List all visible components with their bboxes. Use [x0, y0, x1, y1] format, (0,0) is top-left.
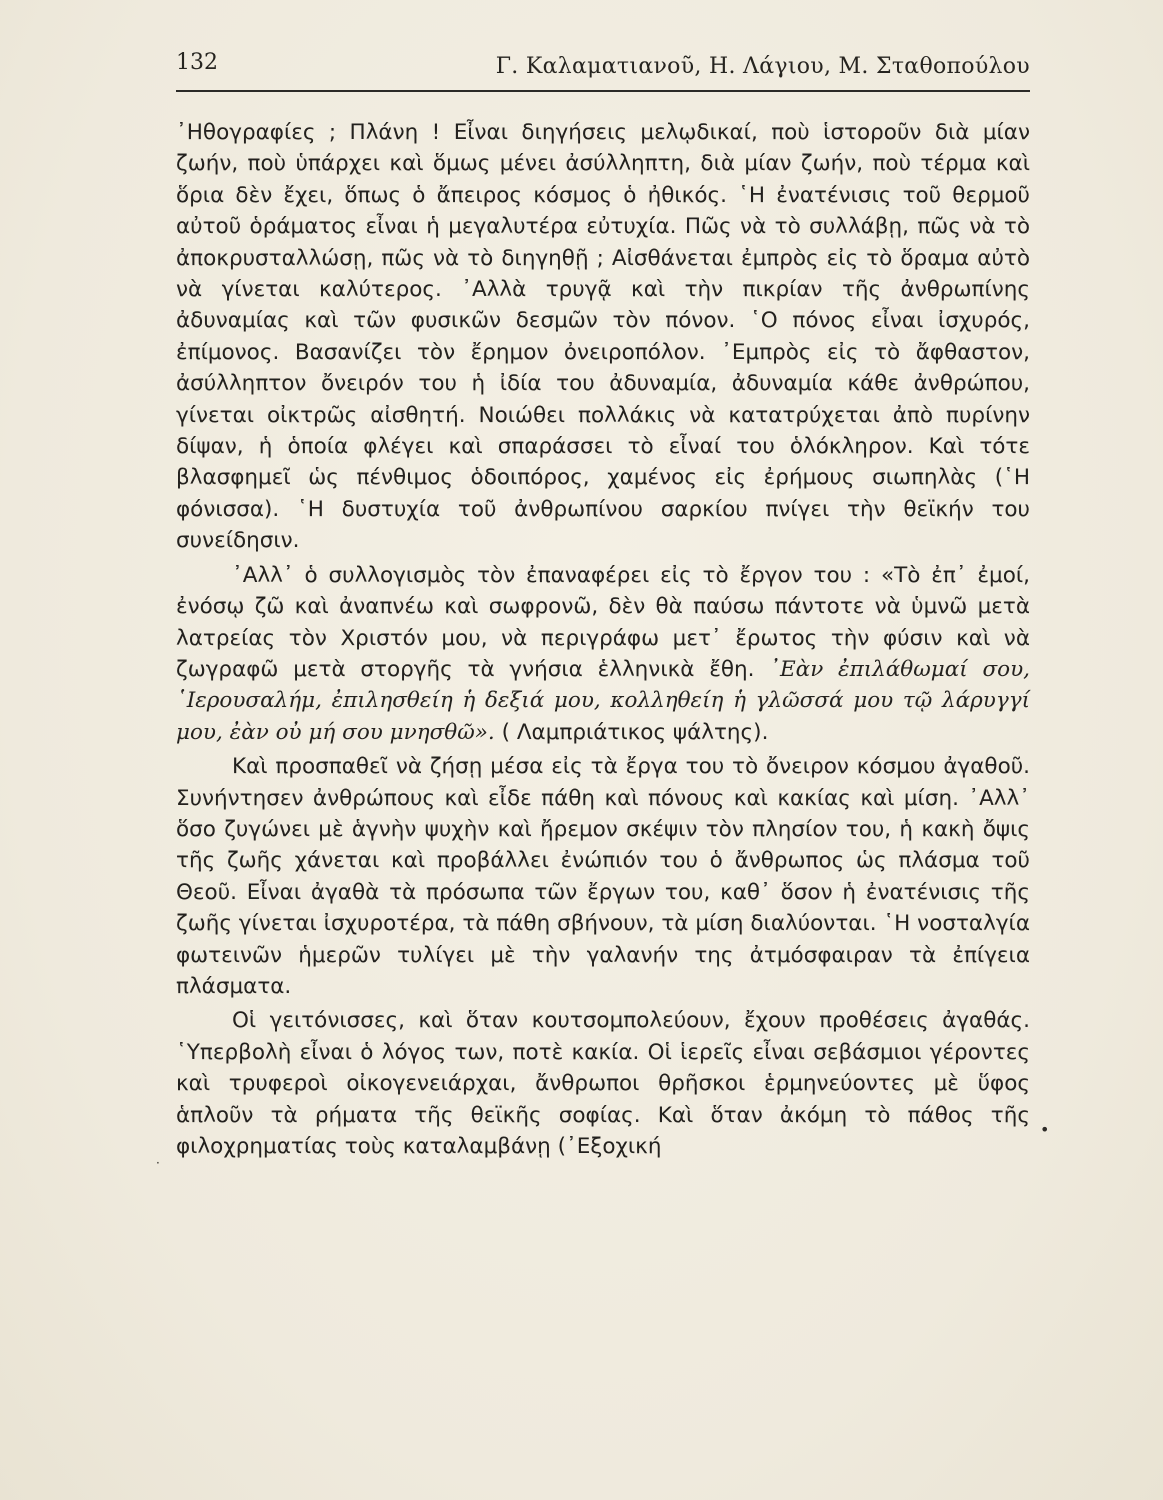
paragraph-2-tail: ( Λαμπριάτικος ψάλτης). [501, 719, 769, 745]
paragraph-3: Καὶ προσπαθεῖ νὰ ζήσῃ μέσα εἰς τὰ ἔργα του τὸ ὄνειρον κόσμου ἀγαθοῦ. Συνήντησεν ἀνθρώπους καὶ εἶδε πάθη καὶ πόνους καὶ κακίας καὶ μίση. ᾿Αλλ᾿ ὅσο ζυγώνει μὲ ἁγνὴν ψυχὴν καὶ ἤρεμον σκέψιν τὸν πλησίον του, ἡ κακὴ ὄψις τῆς ζωῆς χάνεται καὶ προβάλλει ἐνώπιόν του ὁ ἄνθρωπος ὡς πλάσμα τοῦ Θεοῦ. Εἶναι ἀγαθὰ τὰ πρόσωπα τῶν ἔργων του, καθ᾿ ὅσον ἡ ἐνατένισις τῆς ζωῆς γίνεται ἰσχυροτέρα, τὰ πάθη σβήνουν, τὰ μίση διαλύονται. ῾Η νοσταλγία φωτεινῶν ἡμερῶν τυλίγει μὲ τὴν γαλανήν της ἀτμόσφαιραν τὰ ἐπίγεια πλάσματα. [176, 754, 1030, 999]
page-number: 132 [176, 50, 218, 75]
running-head: Γ. Καλαματιανοῦ, Η. Λάγιου, Μ. Σταθοπούλου [495, 54, 1030, 79]
paragraph-4: Οἱ γειτόνισσες, καὶ ὅταν κουτσομπολεύουν, ἔχουν προθέσεις ἀγαθάς. ῾Υπερβολὴ εἶναι ὁ λόγος των, ποτὲ κακία. Οἱ ἱερεῖς εἶναι σεβάσμιοι γέροντες καὶ τρυφεροὶ οἰκογενειάρχαι, ἄνθρωποι θρῆσκοι ἑρμηνεύοντες μὲ ὕφος ἁπλοῦν τὰ ρήματα τῆς θεϊκῆς σοφίας. Καὶ ὅταν ἀκόμη τὸ πάθος τῆς φιλοχρηματίας τοὺς καταλαμβάνῃ (᾿Εξοχική [176, 1008, 1030, 1159]
header-rule [176, 90, 1030, 92]
paragraph-2 [176, 560, 1030, 748]
body-text [176, 117, 1030, 1162]
margin-dot-mark: • [1040, 1120, 1050, 1139]
page-header [176, 46, 1030, 84]
paragraph-1: ᾿Ηθογραφίες ; Πλάνη ! Εἶναι διηγήσεις μελῳδικαί, ποὺ ἱστοροῦν διὰ μίαν ζωήν, ποὺ ὑπάρχει καὶ ὅμως μένει ἀσύλληπτη, διὰ μίαν ζωήν, ποὺ τέρμα καὶ ὅρια δὲν ἔχει, ὅπως ὁ ἄπειρος κόσμος ὁ ἠθικός. ῾Η ἐνατένισις τοῦ θερμοῦ αὐτοῦ ὁράματος εἶναι ἡ μεγαλυτέρα εὐτυχία. Πῶς νὰ τὸ συλλάβῃ, πῶς νὰ τὸ ἀποκρυσταλλώσῃ, πῶς νὰ τὸ διηγηθῇ ; Αἰσθάνεται ἐμπρὸς εἰς τὸ ὅραμα αὐτὸ νὰ γίνεται καλύτερος. ᾿Αλλὰ τρυγᾷ καὶ τὴν πικρίαν τῆς ἀνθρωπίνης ἀδυναμίας καὶ τῶν φυσικῶν δεσμῶν τὸν πόνον. ῾Ο πόνος εἶναι ἰσχυρός, ἐπίμονος. Βασανίζει τὸν ἔρημον ὀνειροπόλον. ᾿Εμπρὸς εἰς τὸ ἄφθαστον, ἀσύλληπτον ὄνειρόν του ἡ ἰδία του ἀδυναμία, ἀδυναμία κάθε ἀνθρώπου, γίνεται οἰκτρῶς αἰσθητή. Νοιώθει πολλάκις νὰ κατατρύχεται ἀπὸ πυρίνην δίψαν, ἡ ὁποία φλέγει καὶ σπαράσσει τὸ εἶναί του ὁλόκληρον. Καὶ τότε βλασφημεῖ ὡς πένθιμος ὁδοιπόρος, χαμένος εἰς ἐρήμους σιωπηλὰς (῾Η φόνισσα). ῾Η δυστυχία τοῦ ἀνθρωπίνου σαρκίου πνίγει τὴν θεϊκήν του συνείδησιν. [176, 120, 1030, 554]
margin-tick-mark: · [156, 1156, 160, 1170]
paragraph-2-lead: ᾿Αλλ᾿ ὁ συλλογισμὸς τὸν ἐπαναφέρει εἰς τὸ ἔργον του : «Τὸ ἐπ᾿ ἐμοί, ἐνόσῳ ζῶ καὶ ἀναπνέω καὶ σωφρονῶ, δὲν θὰ παύσω πάντοτε νὰ ὑμνῶ μετὰ λατρείας τὸν Χριστόν μου, νὰ περιγράφω μετ᾿ ἔρωτος τὴν φύσιν καὶ νὰ ζωγραφῶ μετὰ στοργῆς τὰ γνήσια ἑλληνικὰ ἔθη. [176, 562, 1030, 682]
psalm-quote: ᾿Εὰν ἐπιλάθωμαί σου, ῾Ιερουσαλήμ, ἐπιλησθείη ἡ δεξιά μου, κολληθείη ἡ γλῶσσά μου τῷ λάρυγγί μου, ἐὰν οὐ μή σου μνησθῶ». [176, 656, 1030, 745]
